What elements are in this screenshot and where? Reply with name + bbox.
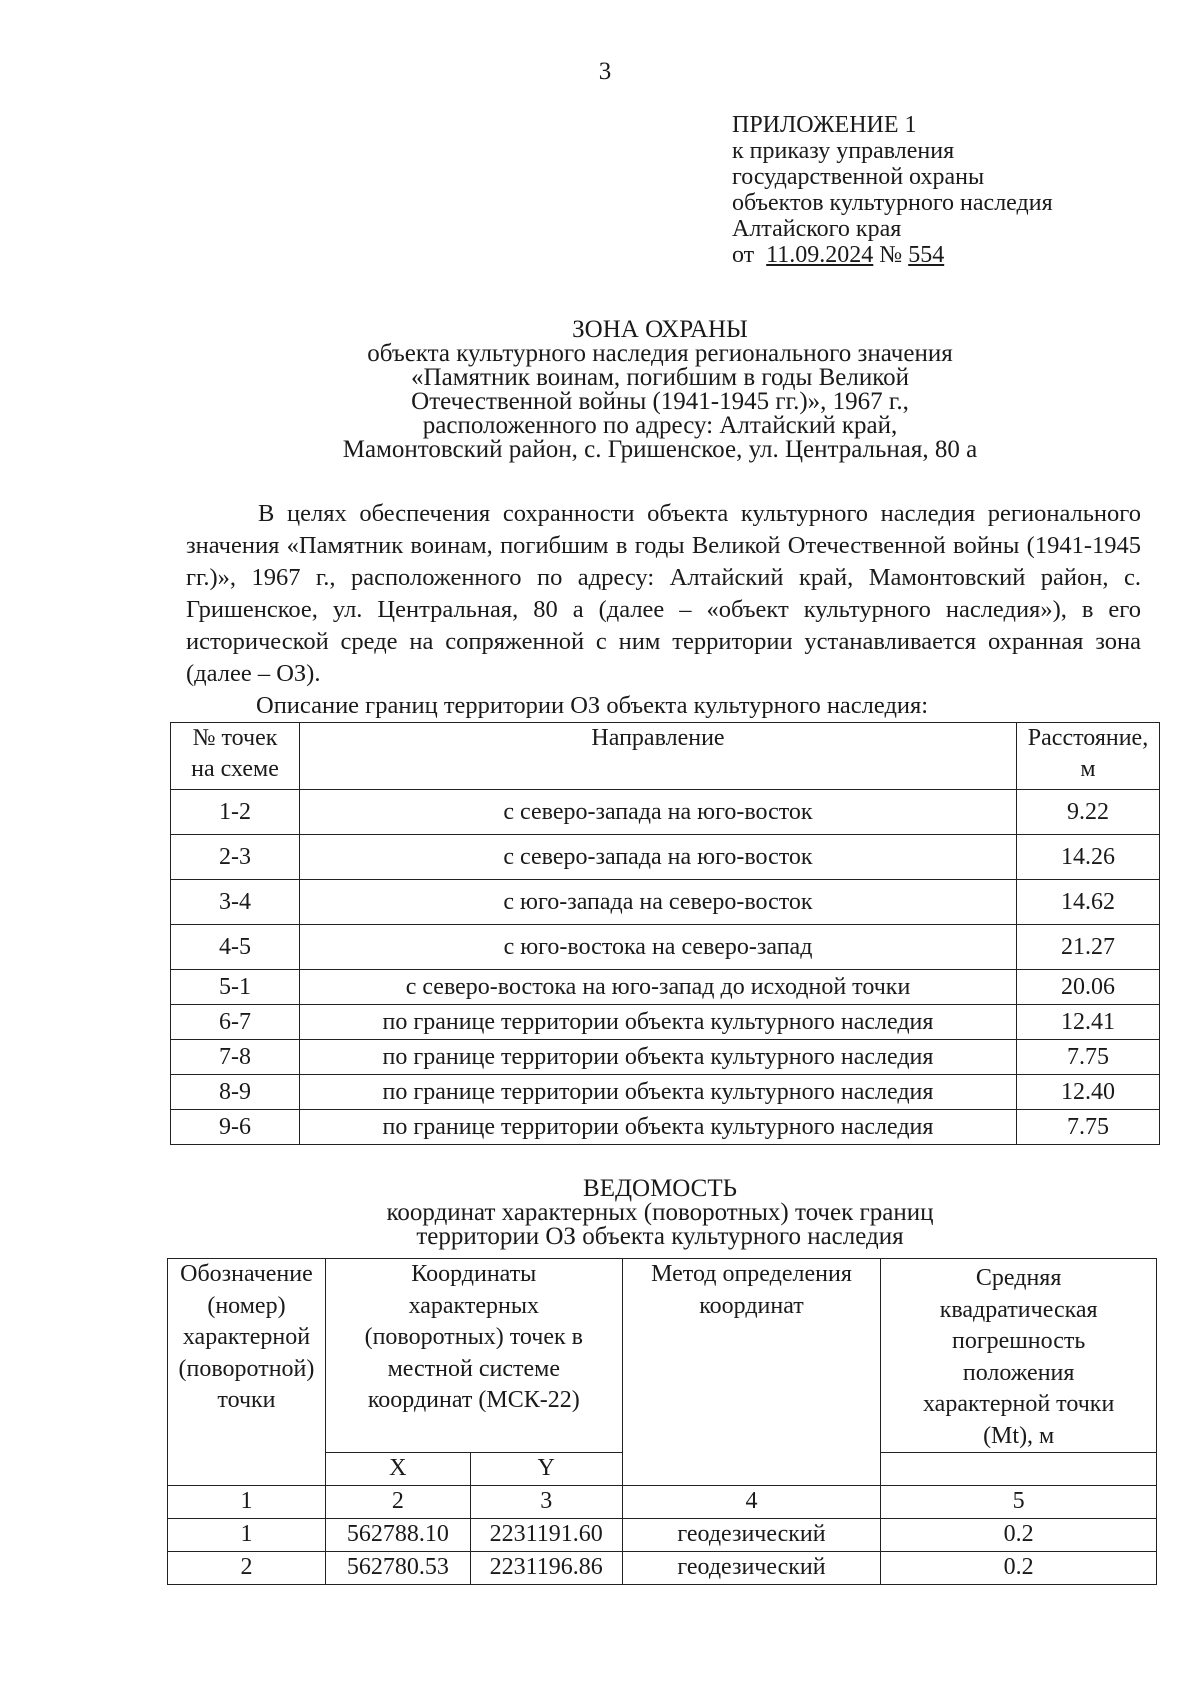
row-distance: 7.75 [1017,1110,1160,1145]
coordinates-table [167,1258,1157,1585]
column-number: 1 [168,1485,326,1518]
table1-caption: Описание границ территории ОЗ объекта культурного наследия: [256,692,929,719]
page-number: 3 [598,58,612,85]
header-method [622,1259,881,1486]
zone-line-4: расположенного по адресу: Алтайский край, [422,412,898,439]
header-error-line: (Mt), м [983,1422,1055,1449]
column-numbers-row [168,1485,1157,1518]
zone-title: ЗОНА ОХРАНЫ [572,316,748,343]
header-error-line: Средняя [975,1265,1062,1291]
zone-line-2: «Памятник воинам, погибшим в годы Великой [411,364,909,391]
header-designation [168,1259,326,1486]
header-points-line-2: на схеме [191,756,279,782]
table-row [171,835,1160,880]
header-coordinates-line: характерных [408,1292,540,1319]
row-points: 1-2 [171,790,300,835]
column-number: 5 [881,1485,1157,1518]
row-direction: по границе территории объекта культурного наследия [300,1110,1017,1145]
table-row [168,1518,1157,1551]
table-row [171,925,1160,970]
row-y: 2231196.86 [470,1551,622,1584]
zone-line-1: объекта культурного наследия регионального значения [367,340,953,367]
header-designation-line: Обозначение [180,1261,313,1287]
header-coordinates-line: Координаты [411,1261,537,1287]
column-number: 3 [470,1485,622,1518]
header-distance-line-2: м [1080,756,1096,782]
row-points: 2-3 [171,835,300,880]
vedomost-title: ВЕДОМОСТЬ [583,1175,737,1202]
row-y: 2231191.60 [470,1518,622,1551]
order-number: 554 [908,242,945,268]
row-direction: с юго-востока на северо-запад [300,925,1017,970]
table-row [168,1551,1157,1584]
header-coordinates-line: координат (МСК-22) [367,1387,580,1413]
header-points [171,723,300,790]
row-direction: по границе территории объекта культурного наследия [300,1075,1017,1110]
header-direction: Направление [300,723,1017,790]
row-point: 1 [168,1518,326,1551]
intro-paragraph [186,498,1141,690]
appendix-date-line [732,242,1053,268]
header-method-line: координат [699,1292,804,1319]
row-x: 562788.10 [325,1518,470,1551]
intro-text: В целях обеспечения сохранности объекта культурного наследия регионального значения «Памятник воинам, погибшим в годы Великой Отечественной войны (1941-1945 гг.)», 1967 г., расположенного по адресу: Алтайский край, Мамонтовский район, с. Гришенское, ул. Центральная, 80 а (далее – «объект культурного наследия»), в его исторической среде на сопряженной с ним территории устанавливается охранная зона (далее – ОЗ). [186,500,1141,687]
header-error-line: погрешность [951,1328,1086,1354]
row-points: 7-8 [171,1040,300,1075]
header-y: Y [470,1453,622,1486]
row-method: геодезический [622,1518,881,1551]
header-coordinates-line: (поворотных) точек в [364,1324,583,1350]
header-points-line-1: № точек [192,725,278,751]
boundary-description-table [170,722,1160,1145]
row-error: 0.2 [881,1518,1157,1551]
row-points: 6-7 [171,1005,300,1040]
header-error-line: квадратическая [939,1296,1098,1323]
row-distance: 14.26 [1017,835,1160,880]
header-method-line: Метод определения [651,1261,852,1287]
row-direction: с северо-запада на юго-восток [300,790,1017,835]
table-row [171,790,1160,835]
vedomost-line-1: координат характерных (поворотных) точек границ [386,1199,934,1226]
row-distance: 20.06 [1017,970,1160,1005]
row-distance: 9.22 [1017,790,1160,835]
appendix-block [732,112,1053,268]
header-error-line: положения [962,1359,1075,1386]
row-error: 0.2 [881,1551,1157,1584]
zone-line-5: Мамонтовский район, с. Гришенское, ул. Центральная, 80 а [342,436,978,463]
column-number: 2 [325,1485,470,1518]
row-points: 4-5 [171,925,300,970]
table-row [171,970,1160,1005]
vedomost-title-block [180,1177,1140,1249]
row-direction: с северо-востока на юго-запад до исходной точки [300,970,1017,1005]
row-direction: с северо-запада на юго-восток [300,835,1017,880]
row-points: 3-4 [171,880,300,925]
header-designation-line: характерной [182,1324,311,1350]
row-distance: 12.40 [1017,1075,1160,1110]
row-distance: 21.27 [1017,925,1160,970]
zone-title-block [200,318,1120,462]
row-method: геодезический [622,1551,881,1584]
row-points: 8-9 [171,1075,300,1110]
number-prefix: № [879,242,903,268]
row-distance: 12.41 [1017,1005,1160,1040]
row-direction: с юго-запада на северо-восток [300,880,1017,925]
appendix-line-4: Алтайского края [732,216,902,242]
header-error [881,1259,1157,1453]
header-error-empty [881,1453,1157,1486]
header-x: X [325,1453,470,1486]
row-distance: 7.75 [1017,1040,1160,1075]
zone-line-3: Отечественной войны (1941-1945 гг.)», 1967 г., [411,388,909,415]
header-designation-line: (поворотной) [178,1355,315,1382]
row-x: 562780.53 [325,1551,470,1584]
table-row [171,1075,1160,1110]
header-designation-line: точки [217,1387,276,1413]
row-distance: 14.62 [1017,880,1160,925]
row-direction: по границе территории объекта культурного наследия [300,1005,1017,1040]
column-number: 4 [622,1485,881,1518]
table-row [171,880,1160,925]
row-point: 2 [168,1551,326,1584]
table-row [171,1040,1160,1075]
header-distance [1017,723,1160,790]
vedomost-line-2: территории ОЗ объекта культурного наследия [416,1223,904,1250]
appendix-line-1: к приказу управления [732,138,955,164]
table-row [171,1005,1160,1040]
header-designation-line: (номер) [207,1292,286,1319]
date-prefix: от [732,242,755,268]
appendix-line-2: государственной охраны [732,164,985,190]
table-header-row [168,1259,1157,1453]
order-date: 11.09.2024 [766,242,874,268]
appendix-line-3: объектов культурного наследия [732,190,1053,216]
header-error-line: характерной точки [923,1391,1115,1417]
header-coordinates [325,1259,622,1453]
row-direction: по границе территории объекта культурного наследия [300,1040,1017,1075]
header-distance-line-1: Расстояние, [1027,725,1149,751]
table-row [171,1110,1160,1145]
header-coordinates-line: местной системе [387,1355,560,1382]
table-header-row [171,723,1160,790]
row-points: 5-1 [171,970,300,1005]
appendix-title: ПРИЛОЖЕНИЕ 1 [732,112,917,138]
row-points: 9-6 [171,1110,300,1145]
